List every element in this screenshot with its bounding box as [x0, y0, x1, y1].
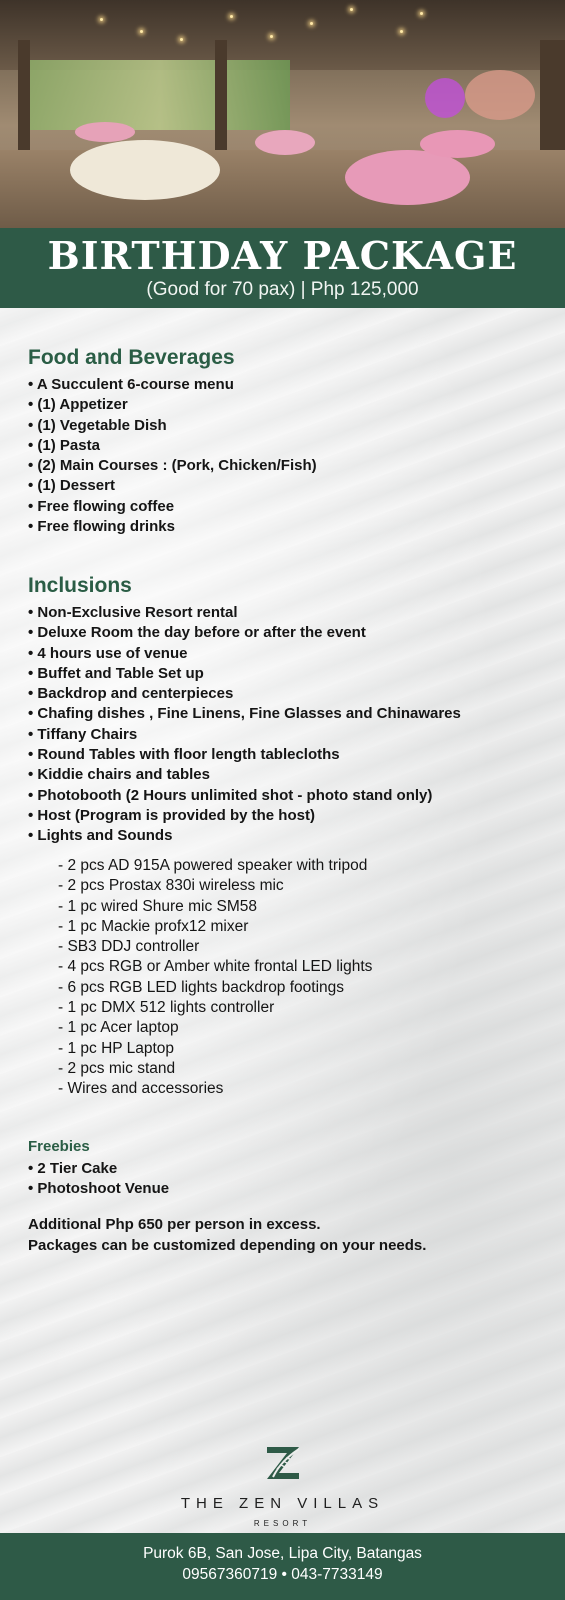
list-item: • Deluxe Room the day before or after the event [28, 624, 366, 642]
string-light [100, 18, 103, 21]
list-item: - 1 pc DMX 512 lights controller [58, 999, 275, 1017]
list-item: - 2 pcs Prostax 830i wireless mic [58, 877, 284, 895]
title-banner [0, 228, 565, 308]
purple-uplight [425, 78, 465, 118]
round-table [420, 130, 495, 158]
list-item: • Photobooth (2 Hours unlimited shot - photo stand only) [28, 786, 433, 804]
string-light [350, 8, 353, 11]
list-item: • Round Tables with floor length tablecloths [28, 746, 340, 764]
list-item: - 2 pcs AD 915A powered speaker with tripod [58, 857, 368, 874]
list-item: • Backdrop and centerpieces [28, 685, 234, 703]
list-item: • Free flowing drinks [28, 518, 175, 536]
address-text: Purok 6B, San Jose, Lipa City, Batangas [143, 1545, 422, 1562]
package-subtitle: (Good for 70 pax) | Php 125,000 [146, 279, 419, 300]
package-title: BIRTHDAY PACKAGE [47, 233, 518, 278]
round-table [75, 122, 135, 142]
list-item: • A Succulent 6-course menu [28, 376, 234, 393]
lights-sounds-list [28, 856, 372, 1100]
round-table [345, 150, 470, 205]
customize-note: Packages can be customized depending on your needs. [28, 1237, 427, 1254]
list-item: • Kiddie chairs and tables [28, 766, 210, 784]
phone-numbers: 09567360719 • 043-7733149 [182, 1566, 383, 1583]
freebies-heading: Freebies [28, 1138, 90, 1155]
list-item: - SB3 DDJ controller [58, 938, 200, 956]
food-heading: Food and Beverages [28, 346, 235, 369]
inclusions-list [28, 603, 461, 847]
resort-name: THE ZEN VILLAS [180, 1495, 385, 1512]
excess-note: Additional Php 650 per person in excess. [28, 1216, 321, 1233]
list-item: • 4 hours use of venue [28, 644, 188, 662]
list-item: • Non-Exclusive Resort rental [28, 604, 238, 621]
list-item: - 6 pcs RGB LED lights backdrop footings [58, 978, 345, 996]
balloon-backdrop [465, 70, 535, 120]
resort-logo [0, 1443, 565, 1530]
list-item: - 1 pc HP Laptop [58, 1039, 175, 1057]
resort-tagline: RESORT [253, 1519, 312, 1528]
string-light [420, 12, 423, 15]
string-light [140, 30, 143, 33]
contact-footer [0, 1533, 565, 1600]
zen-z-leaf-icon [261, 1443, 305, 1483]
list-item: • Host (Program is provided by the host) [28, 806, 315, 824]
list-item: • 2 Tier Cake [28, 1160, 118, 1177]
inclusions-heading: Inclusions [28, 574, 132, 597]
list-item: • (1) Appetizer [28, 396, 128, 414]
list-item: • Free flowing coffee [28, 497, 175, 515]
list-item: - 1 pc Mackie profx12 mixer [58, 917, 249, 935]
list-item: • Buffet and Table Set up [28, 664, 204, 682]
freebies-list [28, 1159, 169, 1200]
list-item: - 2 pcs mic stand [58, 1059, 176, 1077]
list-item: • (2) Main Courses : (Pork, Chicken/Fish) [28, 457, 317, 475]
round-table [255, 130, 315, 155]
list-item: • Photoshoot Venue [28, 1180, 170, 1198]
list-item: • (1) Vegetable Dish [28, 416, 167, 434]
list-item: - 4 pcs RGB or Amber white frontal LED lights [58, 958, 373, 976]
list-item: • (1) Dessert [28, 477, 115, 495]
food-list [28, 375, 317, 537]
string-light [230, 15, 233, 18]
list-item: • (1) Pasta [28, 436, 100, 454]
list-item: • Tiffany Chairs [28, 725, 138, 743]
string-light [180, 38, 183, 41]
list-item: • Chafing dishes , Fine Linens, Fine Glasses and Chinawares [28, 705, 461, 723]
list-item: - 1 pc wired Shure mic SM58 [58, 897, 257, 915]
string-light [270, 35, 273, 38]
venue-windows [30, 60, 290, 130]
string-light [310, 22, 313, 25]
list-item: • Lights and Sounds [28, 827, 173, 845]
venue-photo [0, 0, 565, 228]
content-panel [0, 308, 565, 1533]
list-item: - Wires and accessories [58, 1080, 224, 1098]
round-table [70, 140, 220, 200]
list-item: - 1 pc Acer laptop [58, 1019, 179, 1037]
string-light [400, 30, 403, 33]
